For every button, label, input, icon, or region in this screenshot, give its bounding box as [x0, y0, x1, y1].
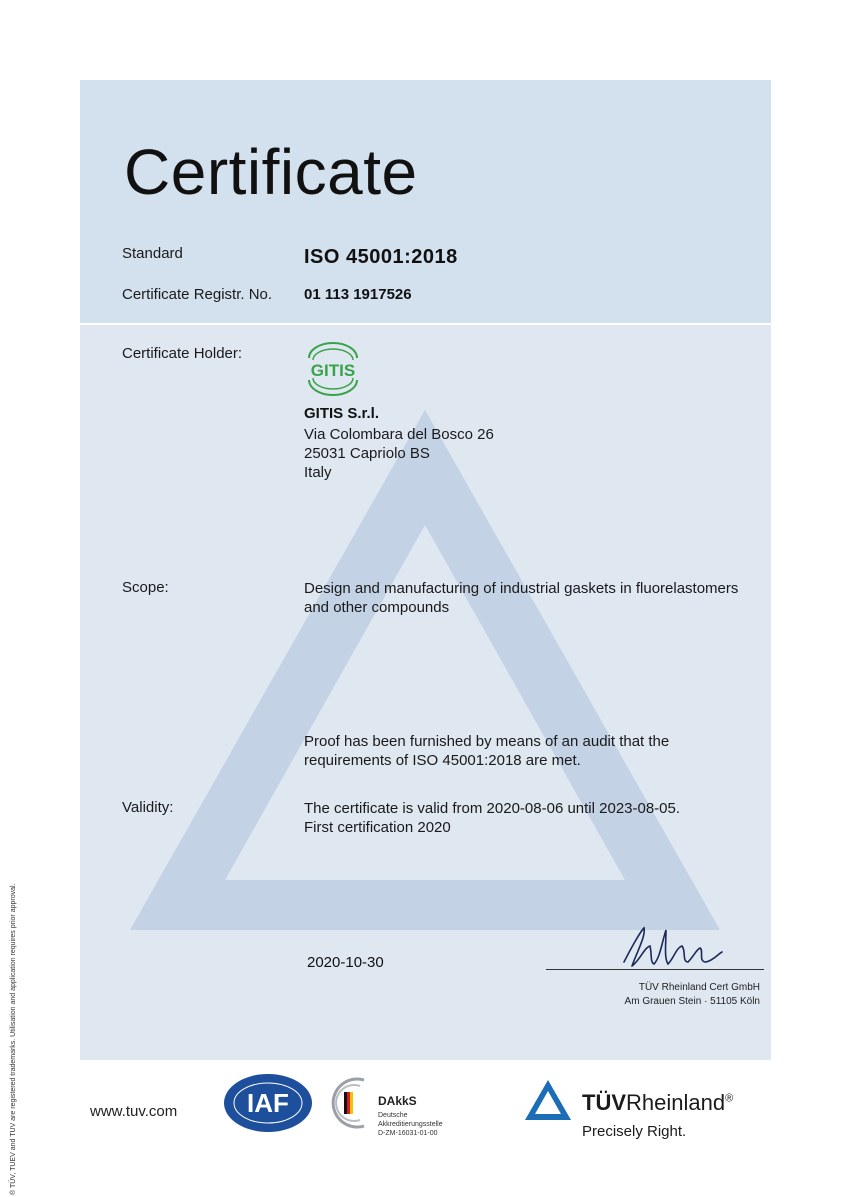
- tuv-rheinland-logo: TÜVRheinland®: [582, 1090, 734, 1115]
- address-line: Italy: [304, 464, 332, 481]
- tuv-triangle-icon: [523, 1078, 573, 1122]
- validity-text: [304, 799, 680, 837]
- tuv-tagline: Precisely Right.: [582, 1123, 687, 1140]
- dakks-logo-icon: [324, 1074, 376, 1132]
- scope-text: [304, 579, 738, 617]
- scope-label: Scope:: [122, 579, 169, 596]
- dakks-title: DAkkS: [378, 1094, 417, 1108]
- iaf-logo-text: IAF: [247, 1088, 289, 1118]
- dakks-line: D-ZM-16031-01-00: [378, 1130, 438, 1137]
- dakks-line: Akkreditierungsstelle: [378, 1121, 443, 1128]
- gitis-logo-text: GITIS: [310, 361, 356, 380]
- dakks-line: Deutsche: [378, 1112, 408, 1119]
- signature-line: [546, 969, 764, 970]
- registration-label: Certificate Registr. No.: [122, 286, 273, 303]
- holder-name: GITIS S.r.l.: [304, 405, 380, 422]
- issue-date: 2020-10-30: [307, 954, 384, 971]
- scope-line: Design and manufacturing of industrial gaskets in fluorelastomers: [304, 580, 739, 597]
- certificate-panel: [80, 80, 771, 1060]
- holder-label: Certificate Holder:: [122, 345, 243, 362]
- tuv-triangle-watermark: [80, 80, 771, 1060]
- issuer-address: Am Grauen Stein · 51105 Köln: [624, 996, 760, 1007]
- address-line: 25031 Capriolo BS: [304, 445, 430, 462]
- gitis-logo-icon: [298, 338, 368, 396]
- issuer-name: TÜV Rheinland Cert GmbH: [638, 982, 760, 993]
- standard-value: ISO 45001:2018: [304, 246, 458, 268]
- proof-statement: [304, 732, 669, 770]
- validity-label: Validity:: [122, 799, 174, 816]
- website-link[interactable]: www.tuv.com: [90, 1103, 178, 1120]
- proof-line: Proof has been furnished by means of an audit that the: [304, 733, 670, 750]
- scope-line: and other compounds: [304, 599, 450, 616]
- signature-icon: [610, 922, 730, 972]
- holder-address: [304, 425, 494, 482]
- iaf-logo-icon: [222, 1072, 314, 1134]
- validity-line: First certification 2020: [304, 819, 451, 836]
- certificate-title: Certificate: [124, 136, 418, 208]
- registration-number: 01 113 1917526: [304, 286, 412, 303]
- address-line: Via Colombara del Bosco 26: [304, 426, 494, 443]
- trademark-notice: ® TÜV, TUEV and TUV are registered trademarks. Utilisation and application requires prior approval.: [10, 883, 17, 1195]
- validity-line: The certificate is valid from 2020-08-06 until 2023-08-05.: [304, 800, 681, 817]
- standard-label: Standard: [122, 245, 183, 262]
- proof-line: requirements of ISO 45001:2018 are met.: [304, 752, 581, 769]
